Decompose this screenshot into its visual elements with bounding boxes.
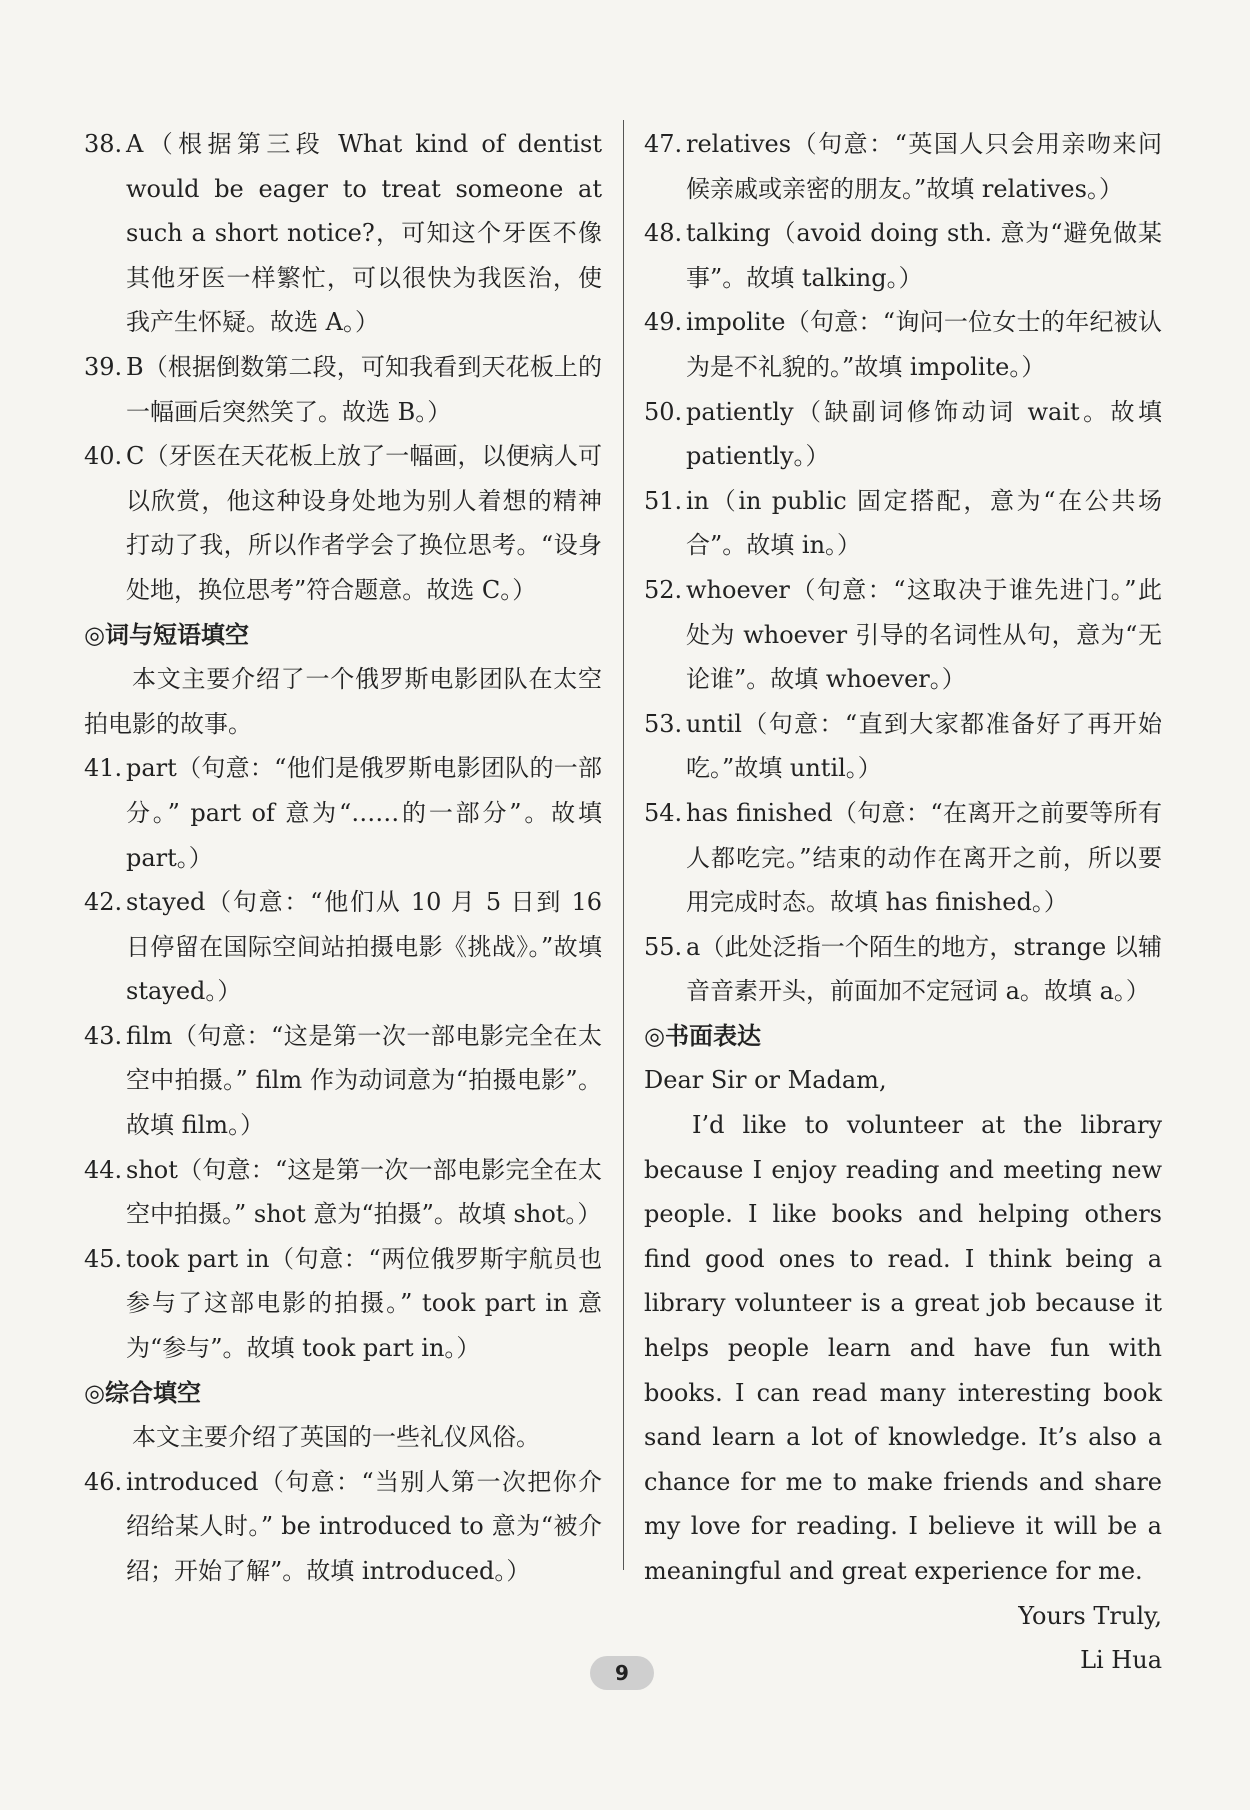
page-number: 9 xyxy=(590,1656,654,1690)
answer-item-39 xyxy=(84,345,602,434)
item-text: impolite（句意：“询问一位女士的年纪被认为是不礼貌的。”故填 impolite。） xyxy=(686,308,1162,381)
answer-item-43 xyxy=(84,1014,602,1148)
item-number: 41. xyxy=(84,754,123,783)
section-heading-word-phrase: ◎词与短语填空 xyxy=(84,620,249,649)
item-number: 52. xyxy=(644,575,683,604)
answer-item-51 xyxy=(644,479,1162,568)
item-text: introduced（句意：“当别人第一次把你介绍给某人时。” be introduced to 意为“被介绍；开始了解”。故填 introduced。） xyxy=(126,1467,602,1585)
item-text: has finished（句意：“在离开之前要等所有人都吃完。”结束的动作在离开之前，所以要用完成时态。故填 has finished。） xyxy=(686,798,1162,917)
item-number: 51. xyxy=(644,486,683,515)
item-number: 43. xyxy=(84,1021,123,1050)
item-number: 38. xyxy=(84,130,123,158)
right-column xyxy=(644,122,1162,1683)
letter-greeting: Dear Sir or Madam, xyxy=(644,1066,887,1095)
item-text: A（根据第三段 What kind of dentist would be eager to treat someone at such a short notice?，可知这个牙医不像其他牙医一样繁忙，可以很快为我医治，使我产生怀疑。故选 A。） xyxy=(126,130,602,337)
item-text: whoever（句意：“这取决于谁先进门。”此处为 whoever 引导的名词性从句，意为“无论谁”。故填 whoever。） xyxy=(686,575,1162,694)
item-number: 54. xyxy=(644,798,683,827)
letter-signature: Li Hua xyxy=(1080,1646,1162,1675)
item-number: 46. xyxy=(84,1467,123,1496)
item-text: C（牙医在天花板上放了一幅画，以便病人可以欣赏，他这种设身处地为别人着想的精神打动了我，所以作者学会了换位思考。“设身处地，换位思考”符合题意。故选 C。） xyxy=(126,442,602,604)
item-text: B（根据倒数第二段，可知我看到天花板上的一幅画后突然笑了。故选 B。） xyxy=(126,352,602,426)
answer-item-49 xyxy=(644,300,1162,389)
answer-item-46 xyxy=(84,1460,602,1594)
item-text: film（句意：“这是第一次一部电影完全在太空中拍摄。” film 作为动词意为“拍摄电影”。故填 film。） xyxy=(126,1021,602,1140)
item-text: patiently（缺副词修饰动词 wait。故填 patiently。） xyxy=(686,397,1162,471)
answer-item-48 xyxy=(644,211,1162,300)
item-number: 47. xyxy=(644,130,683,158)
item-number: 45. xyxy=(84,1244,123,1273)
answer-item-47 xyxy=(644,122,1162,211)
item-text: a（此处泛指一个陌生的地方，strange 以辅音音素开头，前面加不定冠词 a。故填 a。） xyxy=(686,932,1162,1006)
item-number: 40. xyxy=(84,442,123,471)
answer-item-38 xyxy=(84,122,602,345)
item-number: 48. xyxy=(644,219,683,248)
column-divider xyxy=(623,120,624,1570)
item-text: stayed（句意：“他们从 10 月 5 日到 16 日停留在国际空间站拍摄电影《挑战》。”故填 stayed。） xyxy=(126,888,602,1006)
answer-item-45 xyxy=(84,1237,602,1371)
item-text: relatives（句意：“英国人只会用亲吻来问候亲戚或亲密的朋友。”故填 relatives。） xyxy=(686,130,1162,203)
letter-closing: Yours Truly, xyxy=(1018,1601,1162,1630)
answer-item-53 xyxy=(644,702,1162,791)
item-number: 50. xyxy=(644,397,683,426)
answer-item-54 xyxy=(644,791,1162,925)
answer-item-50 xyxy=(644,390,1162,479)
item-text: part（句意：“他们是俄罗斯电影团队的一部分。” part of 意为“……的一部分”。故填 part。） xyxy=(126,754,602,872)
item-number: 53. xyxy=(644,709,683,738)
answer-item-41 xyxy=(84,746,602,880)
item-text: until（句意：“直到大家都准备好了再开始吃。”故填 until。） xyxy=(686,709,1162,783)
answer-item-42 xyxy=(84,880,602,1014)
answer-item-52 xyxy=(644,568,1162,702)
item-number: 39. xyxy=(84,352,123,381)
answer-item-55 xyxy=(644,925,1162,1014)
item-text: in（in public 固定搭配，意为“在公共场合”。故填 in。） xyxy=(686,486,1162,560)
item-number: 55. xyxy=(644,932,683,961)
left-column xyxy=(84,122,602,1594)
item-text: took part in（句意：“两位俄罗斯宇航员也参与了这部电影的拍摄。” took part in 意为“参与”。故填 took part in。） xyxy=(126,1244,602,1363)
section-heading-writing: ◎书面表达 xyxy=(644,1021,761,1050)
item-text: talking（avoid doing sth. 意为“避免做某事”。故填 talking。） xyxy=(686,219,1162,292)
section-heading-comprehensive-fill: ◎综合填空 xyxy=(84,1378,201,1407)
item-number: 44. xyxy=(84,1155,123,1184)
letter-body: I’d like to volunteer at the library because I enjoy reading and meeting new people. I like books and helping others find good ones to read. I think being a library volunteer is a great job because it helps people learn and have fun with books. I can read many interesting book sand learn a lot of knowledge. It’s also a chance for me to make friends and share my love for reading. I believe it will be a meaningful and great experience for me. xyxy=(644,1111,1162,1585)
item-number: 42. xyxy=(84,888,123,917)
item-text: shot（句意：“这是第一次一部电影完全在太空中拍摄。” shot 意为“拍摄”。故填 shot。） xyxy=(126,1155,602,1229)
section-intro: 本文主要介绍了英国的一些礼仪风俗。 xyxy=(132,1423,540,1452)
item-number: 49. xyxy=(644,308,683,337)
section-intro: 本文主要介绍了一个俄罗斯电影团队在太空拍电影的故事。 xyxy=(84,665,602,738)
answer-item-44 xyxy=(84,1148,602,1237)
answer-item-40 xyxy=(84,434,602,612)
